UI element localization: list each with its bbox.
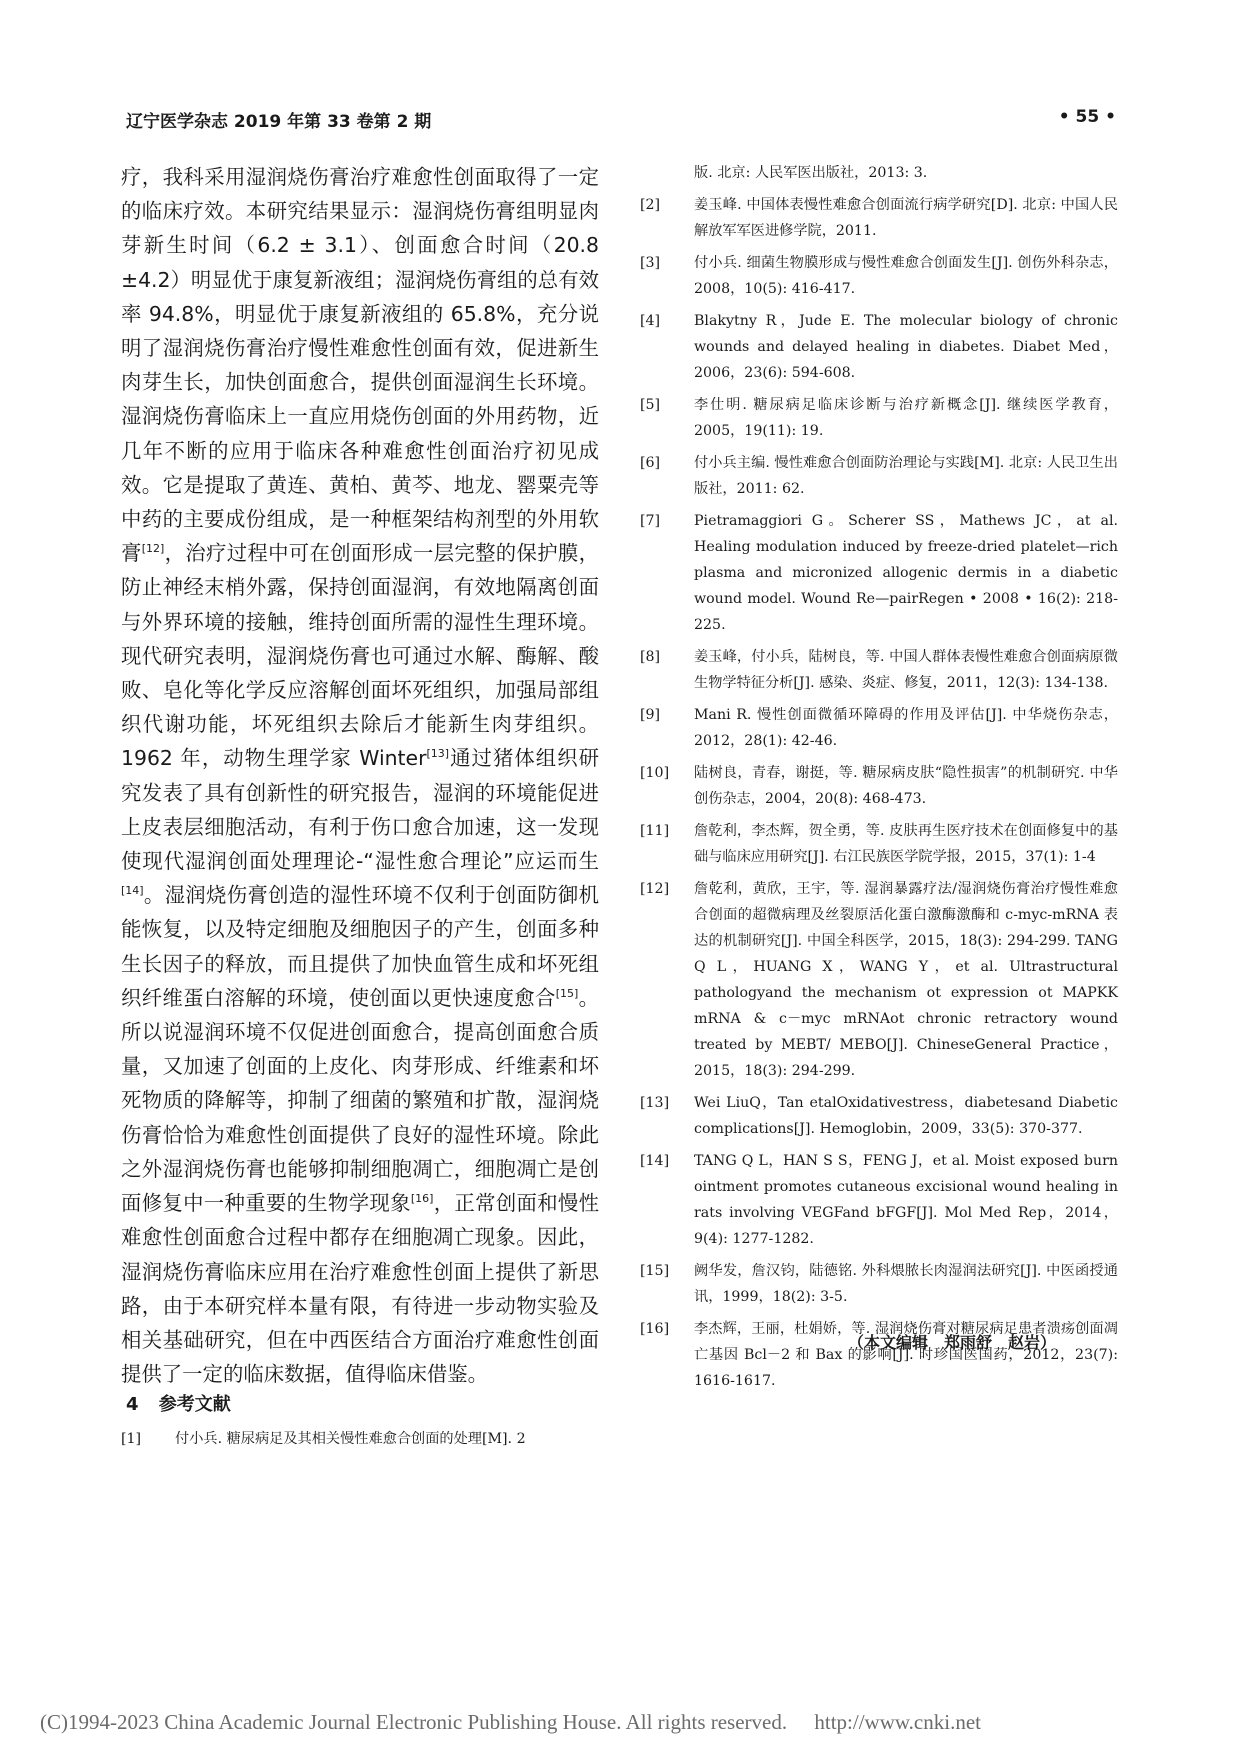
reference-item <box>640 644 1118 696</box>
reference-text: Blakytny R，Jude E. The molecular biology of chronic wounds and delayed healing in diabetes. Diabet Med，2006，23(6): 594-608. <box>694 313 1118 381</box>
reference-item <box>640 760 1118 812</box>
body-text-segment: 通过猪体组织研究发表了具有创新性的研究报告，湿润的环境能促进上皮表层细胞活动，有利于伤口愈合加速，这一发现使现代湿润创面处理理论-“湿性愈合理论”应运而生 <box>121 746 599 874</box>
discussion-paragraph <box>121 160 599 1391</box>
reference-number: [6] <box>640 455 661 471</box>
reference-text: 陆树良，青春，谢挺，等. 糖尿病皮肤“隐性损害”的机制研究. 中华创伤杂志，2004，20(8): 468-473. <box>694 765 1118 807</box>
reference-list <box>640 192 1118 1394</box>
body-text-segment: 。所以说湿润环境不仅促进创面愈合，提高创面愈合质量，又加速了创面的上皮化、肉芽形成、纤维素和坏死物质的降解等，抑制了细菌的繁殖和扩散，湿润烧伤膏恰恰为难愈性创面提供了良好的湿性环境。除此之外湿润烧伤膏也能够抑制细胞凋亡，细胞凋亡是创面修复中一种重要的生物学现象 <box>121 985 600 1216</box>
reference-number: [7] <box>640 513 661 529</box>
reference-number: [11] <box>640 823 670 839</box>
reference-text: Mani R. 慢性创面微循环障碍的作用及评估[J]. 中华烧伤杂志，2012，28(1): 42-46. <box>694 707 1118 749</box>
reference-number: [16] <box>640 1321 670 1337</box>
page-number: • 55 • <box>1058 107 1116 127</box>
reference-text: Wei LiuQ，Tan etalOxidativestress，diabetesand Diabetic complications[J]. Hemoglobin，2009，33(5): 370-377. <box>694 1095 1118 1137</box>
reference-number: [10] <box>640 765 670 781</box>
reference-number: [5] <box>640 397 661 413</box>
reference-number: [1] <box>121 1431 142 1447</box>
reference-text: Pietramaggiori G。Scherer SS，Mathews JC，at al. Healing modulation induced by freeze-dried platelet—rich plasma and micronized allogenic dermis in a diabetic wound model. Wound Re—pairRegen • 2008 • 16(2): 218-225. <box>694 513 1118 633</box>
reference-item <box>640 508 1118 638</box>
right-column <box>640 160 1118 1400</box>
section-heading: 4 参考文献 <box>126 1394 231 1415</box>
reference-text: 姜玉峰. 中国体表慢性难愈合创面流行病学研究[D]. 北京: 中国人民解放军军医进修学院，2011. <box>694 197 1118 239</box>
reference-item <box>640 250 1118 302</box>
left-column <box>121 160 599 1391</box>
reference-text: TANG Q L，HAN S S，FENG J，et al. Moist exposed burn ointment promotes cutaneous excisional wound healing in rats involving VEGFand bFGF[J]. Mol Med Rep，2014，9(4): 1277-1282. <box>694 1153 1118 1247</box>
copyright-footer <box>40 1710 1220 1735</box>
reference-number: [13] <box>640 1095 670 1111</box>
reference-item <box>640 308 1118 386</box>
reference-item <box>640 702 1118 754</box>
reference-number: [15] <box>640 1263 670 1279</box>
reference-number: [12] <box>640 881 670 897</box>
reference-number: [14] <box>640 1153 670 1169</box>
reference-item <box>640 1090 1118 1142</box>
reference-item <box>640 1316 1118 1394</box>
citation-mark: [13] <box>426 747 450 761</box>
reference-item <box>640 1258 1118 1310</box>
reference-text: 阙华发，詹汉钧，陆德铭. 外科煨脓长肉湿润法研究[J]. 中医函授通讯，1999，18(2): 3-5. <box>694 1263 1118 1305</box>
reference-text: 付小兵. 糖尿病足及其相关慢性难愈合创面的处理[M]. 2 <box>175 1431 526 1447</box>
reference-number: [9] <box>640 707 661 723</box>
running-header <box>126 107 1116 135</box>
citation-mark: [12] <box>141 542 165 556</box>
reference-text: 詹乾利，李杰辉，贺全勇，等. 皮肤再生医疗技术在创面修复中的基础与临床应用研究[J]. 右江民族医学院学报，2015，37(1): 1-4 <box>694 823 1118 865</box>
body-text-segment: 。湿润烧伤膏创造的湿性环境不仅利于创面防御机能恢复，以及特定细胞及细胞因子的产生，创面多种生长因子的释放，而且提供了加快血管生成和坏死组织纤维蛋白溶解的环境，使创面以更快速度愈合 <box>121 883 599 1010</box>
body-text-segment: 疗，我科采用湿润烧伤膏治疗难愈性创面取得了一定的临床疗效。本研究结果显示：湿润烧伤膏组明显肉芽新生时间（6.2 ± 3.1）、创面愈合时间（20.8 ±4.2）明显优于康复新液组；湿润烧伤膏组的总有效率 94.8%，明显优于康复新液组的 65.8%，充分说明了湿润烧伤膏治疗慢性难愈性创面有效，促进新生肉芽生长，加快创面愈合，提供创面湿润生长环境。湿润烧伤膏临床上一直应用烧伤创面的外用药物，近几年不断的应用于临床各种难愈性创面治疗初见成效。它是提取了黄连、黄柏、黄芩、地龙、罂粟壳等中药的主要成份组成，是一种框架结构剂型的外用软膏 <box>121 165 599 566</box>
citation-mark: [16] <box>410 1192 434 1206</box>
citation-mark: [14] <box>121 884 144 898</box>
citation-mark: [15] <box>555 987 579 1001</box>
reference-item <box>640 818 1118 870</box>
reference-text: 李杰辉，王丽，杜娟娇，等. 湿润烧伤膏对糖尿病足患者溃疡创面凋亡基因 Bcl－2 和 Bax 的影响[J]. 时珍国医国药，2012，23(7): 1616-1617. <box>694 1321 1118 1389</box>
editor-note: （本文编辑 郑雨舒 赵岩） <box>848 1333 1057 1352</box>
reference-number: [8] <box>640 649 661 665</box>
journal-title: 辽宁医学杂志 2019 年第 33 卷第 2 期 <box>126 112 432 132</box>
reference-item <box>640 1148 1118 1252</box>
reference-text: 付小兵主编. 慢性难愈合创面防治理论与实践[M]. 北京: 人民卫生出版社，2011: 62. <box>694 455 1118 497</box>
copyright-text: (C)1994-2023 China Academic Journal Electronic Publishing House. All rights reserved. <box>40 1710 788 1734</box>
reference-item <box>640 450 1118 502</box>
reference-text: 詹乾利，黄欣，王宇，等. 湿润暴露疗法/湿润烧伤膏治疗慢性难愈合创面的超微病理及丝裂原活化蛋白激酶激酶和 c-myc-mRNA 表达的机制研究[J]. 中国全科医学，2015，18(3): 294-299. TANG Q L，HUANG X，WANG Y，et al. Ultrastructural pathologyand the mechanism ot expression ot MAPKK mRNA & c－myc mRNAot chronic retractory wound treated by MEBT/ MEBO[J]. ChineseGeneral Practice，2015，18(3): 294-299. <box>694 881 1118 1079</box>
reference-item <box>640 876 1118 1084</box>
body-text-segment: ，正常创面和慢性难愈性创面愈合过程中都存在细胞凋亡现象。因此，湿润烧伤膏临床应用在治疗难愈性创面上提供了新思路，由于本研究样本量有限，有待进一步动物实验及相关基础研究，但在中西医结合方面治疗难愈性创面提供了一定的临床数据，值得临床借鉴。 <box>121 1191 600 1387</box>
reference-number: [3] <box>640 255 661 271</box>
reference-item <box>121 1426 599 1452</box>
reference-text: 李仕明. 糖尿病足临床诊断与治疗新概念[J]. 继续医学教育，2005，19(11): 19. <box>694 397 1118 439</box>
reference-item <box>640 392 1118 444</box>
reference-text: 付小兵. 细菌生物膜形成与慢性难愈合创面发生[J]. 创伤外科杂志，2008，10(5): 416-417. <box>694 255 1118 297</box>
reference-number: [4] <box>640 313 661 329</box>
reference-text: 姜玉峰，付小兵，陆树良，等. 中国人群体表慢性难愈合创面病原微生物学特征分析[J]. 感染、炎症、修复，2011，12(3): 134-138. <box>694 649 1118 691</box>
reference-continuation: 版. 北京: 人民军医出版社，2013: 3. <box>694 165 928 181</box>
body-text-segment: ，治疗过程中可在创面形成一层完整的保护膜，防止神经末梢外露，保持创面湿润，有效地隔离创面与外界环境的接触，维持创面所需的湿性生理环境。现代研究表明，湿润烧伤膏也可通过水解、酶解、酸败、皂化等化学反应溶解创面坏死组织，加强局部组织代谢功能，坏死组织去除后才能新生肉芽组织。1962 年，动物生理学家 Winter <box>121 541 600 771</box>
reference-number: [2] <box>640 197 661 213</box>
reference-item <box>640 192 1118 244</box>
footer-url[interactable]: http://www.cnki.net <box>814 1710 981 1734</box>
